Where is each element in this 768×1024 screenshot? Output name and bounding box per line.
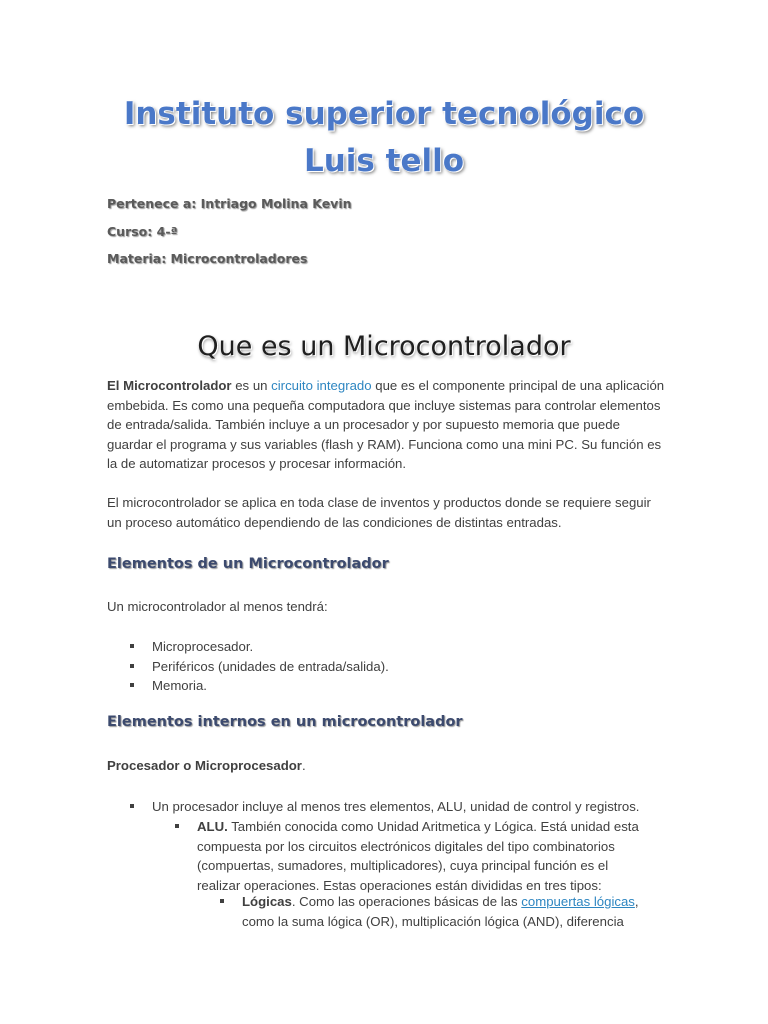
integrated-circuit-link[interactable]: circuito integrado bbox=[271, 378, 372, 393]
list-item-text: Memoria. bbox=[152, 678, 207, 693]
list-item bbox=[152, 797, 692, 817]
list-item bbox=[152, 637, 389, 657]
alu-text: También conocida como Unidad Aritmetica y Lógica. Está unidad esta compuesta por los circuitos electrónicos digitales del tipo combinatorios (compuertas, sumadores, multiplicadores), cuya principal función es el realizar operaciones. Estas operaciones están divididas en tres tipos: bbox=[197, 819, 639, 893]
processor-suffix: . bbox=[301, 758, 306, 773]
bullet-square-icon bbox=[130, 664, 134, 668]
section-heading-internal-elements: Elementos internos en un microcontrolador bbox=[107, 714, 463, 730]
processor-list bbox=[152, 797, 692, 817]
microcontroller-term: El Microcontrolador bbox=[107, 378, 232, 393]
elements-intro: Un microcontrolador al menos tendrá: bbox=[107, 599, 328, 614]
logicas-text-b: , como la suma lógica (OR), multiplicación lógica (AND), diferencia bbox=[242, 894, 639, 929]
alu-list bbox=[197, 817, 647, 895]
institute-title: Instituto superior tecnológico bbox=[123, 96, 645, 132]
processor-term: Procesador o Microprocesador bbox=[107, 758, 302, 773]
alu-term: ALU. bbox=[197, 819, 228, 834]
intro-paragraph bbox=[107, 376, 667, 474]
logicas-text-a: . Como las operaciones básicas de las bbox=[291, 894, 522, 909]
institute-subtitle: Luis tello bbox=[303, 143, 465, 179]
bullet-square-icon bbox=[130, 804, 134, 808]
bullet-square-icon bbox=[130, 683, 134, 687]
list-item bbox=[152, 676, 389, 696]
processor-label bbox=[107, 756, 306, 776]
elements-list bbox=[152, 637, 389, 696]
list-item-text: Microprocesador. bbox=[152, 639, 254, 654]
bullet-square-icon bbox=[175, 824, 179, 828]
logicas-term: Lógicas bbox=[242, 894, 292, 909]
logic-gates-link[interactable]: compuertas lógicas bbox=[521, 894, 635, 909]
bullet-square-icon bbox=[220, 899, 224, 903]
operations-list bbox=[242, 892, 662, 931]
para1-text-a: es un bbox=[231, 378, 272, 393]
section-heading-elements: Elementos de un Microcontrolador bbox=[107, 556, 389, 572]
list-item-text: Periféricos (unidades de entrada/salida). bbox=[152, 658, 389, 674]
list-item bbox=[152, 657, 389, 677]
meta-subject: Materia: Microcontroladores bbox=[107, 251, 308, 266]
list-item-text: Un procesador incluye al menos tres elementos, ALU, unidad de control y registros. bbox=[152, 799, 640, 814]
applications-paragraph: El microcontrolador se aplica en toda clase de inventos y productos donde se requiere seguir un proceso automático dependiendo de las condiciones de distintas entradas. bbox=[107, 495, 651, 530]
meta-course: Curso: 4-ª bbox=[107, 224, 178, 239]
list-item bbox=[197, 817, 647, 895]
para1-text-b: que es el componente principal de una aplicación embebida. Es como una pequeña computadora que incluye sistemas para controlar elementos de entrada/salida. También incluye a un procesador y por supuesto memoria que puede guardar el programa y sus variables (flash y RAM). Funciona como una mini PC. Su función es la de automatizar procesos y procesar información. bbox=[107, 378, 665, 471]
meta-author: Pertenece a: Intriago Molina Kevin bbox=[107, 196, 352, 211]
list-item bbox=[242, 892, 662, 931]
bullet-square-icon bbox=[130, 644, 134, 648]
main-heading: Que es un Microcontrolador bbox=[197, 331, 571, 362]
